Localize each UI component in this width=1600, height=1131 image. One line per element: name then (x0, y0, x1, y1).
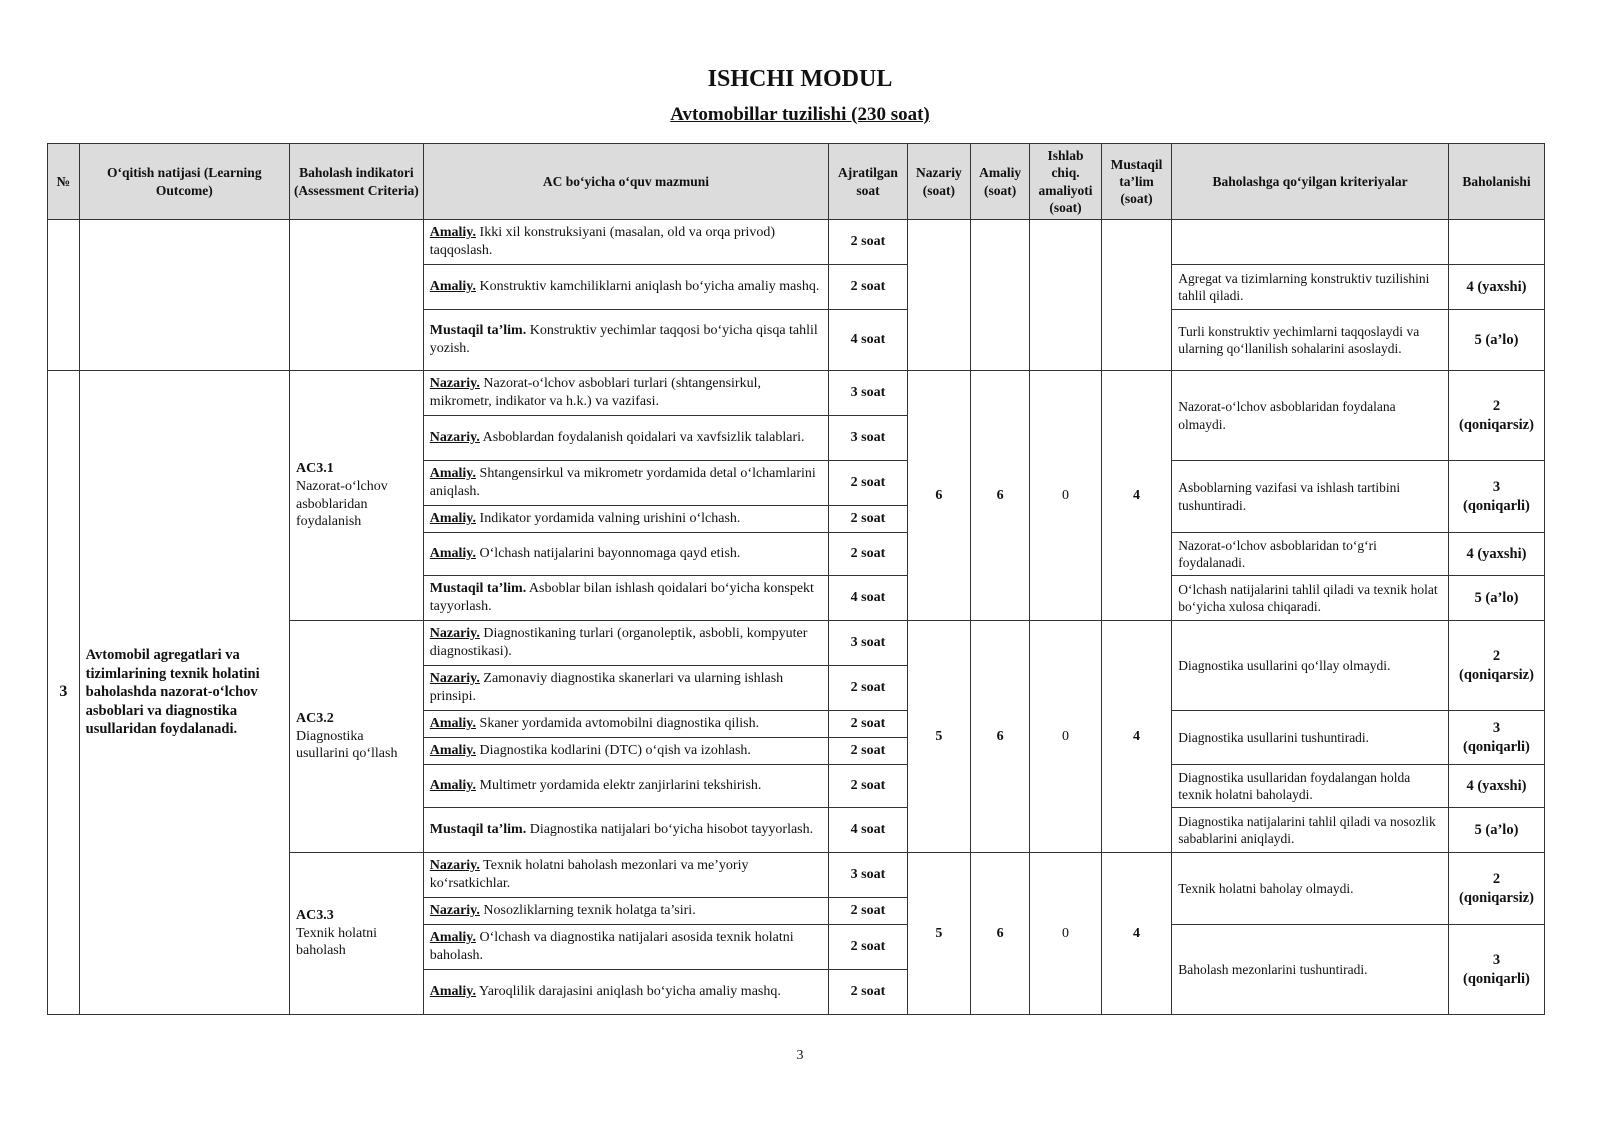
content-cell: Mustaqil ta’lim. Diagnostika natijalari bo‘yicha hisobot tayyorlash. (423, 808, 828, 853)
independent-hours: 4 (1101, 621, 1171, 853)
hours-cell: 2 soat (829, 220, 908, 265)
header-criteria: Baholashga qo‘yilgan kriteriyalar (1172, 144, 1449, 220)
production-hours: 0 (1030, 371, 1101, 621)
content-cell: Mustaqil ta’lim. Asboblar bilan ishlash qoidalari bo‘yicha konspekt tayyorlash. (423, 576, 828, 621)
grade-cell: 3 (qoniqarli) (1448, 925, 1544, 1015)
content-cell: Nazariy. Nosozliklarning texnik holatga ta’siri. (423, 898, 828, 925)
criteria-cell: O‘lchash natijalarini tahlil qiladi va texnik holat bo‘yicha xulosa chiqaradi. (1172, 576, 1449, 621)
content-cell: Nazariy. Texnik holatni baholash mezonlari va me’yoriy ko‘rsatkichlar. (423, 853, 828, 898)
hours-cell: 3 soat (829, 853, 908, 898)
criteria-cell: Diagnostika natijalarini tahlil qiladi va nosozlik sabablarini aniqlaydi. (1172, 808, 1449, 853)
hours-cell: 3 soat (829, 621, 908, 666)
theory-hours: 6 (907, 371, 970, 621)
indicator-ac3-3: AC3.3 Texnik holatni baholash (289, 853, 423, 1015)
header-production: Ishlab chiq. amaliyoti (soat) (1030, 144, 1101, 220)
hours-cell: 3 soat (829, 416, 908, 461)
independent-hours: 4 (1101, 371, 1171, 621)
grade-cell: 4 (yaxshi) (1448, 265, 1544, 310)
table-header-row (48, 144, 1545, 220)
criteria-cell: Diagnostika usullarini qo‘llay olmaydi. (1172, 621, 1449, 711)
criteria-cell: Nazorat-o‘lchov asboblaridan to‘g‘ri foydalanadi. (1172, 533, 1449, 576)
outcome-number: 3 (48, 371, 80, 1015)
criteria-cell: Texnik holatni baholay olmaydi. (1172, 853, 1449, 925)
grade-cell: 4 (yaxshi) (1448, 533, 1544, 576)
content-cell: Nazariy. Zamonaviy diagnostika skanerlari va ularning ishlash prinsipi. (423, 666, 828, 711)
practice-hours: 6 (971, 371, 1030, 621)
grade-cell: 5 (a’lo) (1448, 808, 1544, 853)
content-cell: Nazariy. Nazorat-o‘lchov asboblari turlari (shtangensirkul, mikrometr, indikator va h.k.) va vazifasi. (423, 371, 828, 416)
content-cell: Amaliy. Ikki xil konstruksiyani (masalan, old va orqa privod) taqqoslash. (423, 220, 828, 265)
production-hours: 0 (1030, 621, 1101, 853)
criteria-cell: Diagnostika usullaridan foydalangan holda texnik holatni baholaydi. (1172, 765, 1449, 808)
content-cell: Nazariy. Asboblardan foydalanish qoidalari va xavfsizlik talablari. (423, 416, 828, 461)
hours-cell: 2 soat (829, 765, 908, 808)
independent-hours: 4 (1101, 853, 1171, 1015)
header-content: AC bo‘yicha o‘quv mazmuni (423, 144, 828, 220)
content-cell: Amaliy. Indikator yordamida valning urishini o‘lchash. (423, 506, 828, 533)
table-row (48, 220, 1545, 265)
hours-cell: 2 soat (829, 461, 908, 506)
cont-num-cell (48, 220, 80, 371)
page-number: 3 (796, 1048, 804, 1063)
hours-cell: 2 soat (829, 898, 908, 925)
hours-cell: 2 soat (829, 265, 908, 310)
content-cell: Amaliy. Diagnostika kodlarini (DTC) o‘qish va izohlash. (423, 738, 828, 765)
theory-hours: 5 (907, 621, 970, 853)
cont-theory-cell (907, 220, 970, 371)
grade-cell: 2 (qoniqarsiz) (1448, 853, 1544, 925)
content-cell: Amaliy. Yaroqlilik darajasini aniqlash bo‘yicha amaliy mashq. (423, 970, 828, 1015)
header-practice: Amaliy (soat) (971, 144, 1030, 220)
grade-cell: 5 (a’lo) (1448, 576, 1544, 621)
header-num: № (48, 144, 80, 220)
criteria-cell: Turli konstruktiv yechimlarni taqqoslaydi va ularning qo‘llanilish sohalarini asoslaydi. (1172, 310, 1449, 371)
theory-hours: 5 (907, 853, 970, 1015)
hours-cell: 2 soat (829, 738, 908, 765)
hours-cell: 2 soat (829, 970, 908, 1015)
cont-independent-cell (1101, 220, 1171, 371)
grade-cell (1448, 220, 1544, 265)
content-cell: Amaliy. Shtangensirkul va mikrometr yordamida detal o‘lchamlarini aniqlash. (423, 461, 828, 506)
header-hours: Ajratilgan soat (829, 144, 908, 220)
cont-indicator-cell (289, 220, 423, 371)
criteria-cell: Nazorat-o‘lchov asboblaridan foydalana olmaydi. (1172, 371, 1449, 461)
grade-cell: 3 (qoniqarli) (1448, 711, 1544, 765)
criteria-cell (1172, 220, 1449, 265)
grade-cell: 2 (qoniqarsiz) (1448, 371, 1544, 461)
cont-outcome-cell (79, 220, 289, 371)
hours-cell: 4 soat (829, 808, 908, 853)
grade-cell: 2 (qoniqarsiz) (1448, 621, 1544, 711)
criteria-cell: Diagnostika usullarini tushuntiradi. (1172, 711, 1449, 765)
content-cell: Amaliy. Multimetr yordamida elektr zanjirlarini tekshirish. (423, 765, 828, 808)
grade-cell: 4 (yaxshi) (1448, 765, 1544, 808)
page-subtitle: Avtomobillar tuzilishi (230 soat) (670, 104, 930, 125)
content-cell: Nazariy. Diagnostikaning turlari (organoleptik, asbobli, kompyuter diagnostikasi). (423, 621, 828, 666)
hours-cell: 2 soat (829, 925, 908, 970)
table-row (48, 371, 1545, 416)
practice-hours: 6 (971, 621, 1030, 853)
hours-cell: 3 soat (829, 371, 908, 416)
criteria-cell: Agregat va tizimlarning konstruktiv tuzilishini tahlil qiladi. (1172, 265, 1449, 310)
hours-cell: 2 soat (829, 666, 908, 711)
hours-cell: 2 soat (829, 533, 908, 576)
learning-outcome: Avtomobil agregatlari va tizimlarining texnik holatini baholashda nazorat-o‘lchov asboblari va diagnostika usullaridan foydalanadi. (79, 371, 289, 1015)
module-table (47, 143, 1545, 1015)
grade-cell: 5 (a’lo) (1448, 310, 1544, 371)
production-hours: 0 (1030, 853, 1101, 1015)
header-independent: Mustaqil ta’lim (soat) (1101, 144, 1171, 220)
content-cell: Amaliy. Konstruktiv kamchiliklarni aniqlash bo‘yicha amaliy mashq. (423, 265, 828, 310)
cont-practice-cell (971, 220, 1030, 371)
content-cell: Amaliy. O‘lchash natijalarini bayonnomaga qayd etish. (423, 533, 828, 576)
page-title: ISHCHI MODUL (707, 66, 893, 92)
criteria-cell: Asboblarning vazifasi va ishlash tartibini tushuntiradi. (1172, 461, 1449, 533)
hours-cell: 4 soat (829, 576, 908, 621)
hours-cell: 4 soat (829, 310, 908, 371)
indicator-ac3-1: AC3.1 Nazorat-o‘lchov asboblaridan foydalanish (289, 371, 423, 621)
hours-cell: 2 soat (829, 506, 908, 533)
hours-cell: 2 soat (829, 711, 908, 738)
header-indicator: Baholash indikatori (Assessment Criteria) (289, 144, 423, 220)
criteria-cell: Baholash mezonlarini tushuntiradi. (1172, 925, 1449, 1015)
header-grade: Baholanishi (1448, 144, 1544, 220)
cont-production-cell (1030, 220, 1101, 371)
grade-cell: 3 (qoniqarli) (1448, 461, 1544, 533)
content-cell: Amaliy. Skaner yordamida avtomobilni diagnostika qilish. (423, 711, 828, 738)
indicator-ac3-2: AC3.2 Diagnostika usullarini qo‘llash (289, 621, 423, 853)
content-cell: Mustaqil ta’lim. Konstruktiv yechimlar taqqosi bo‘yicha qisqa tahlil yozish. (423, 310, 828, 371)
content-cell: Amaliy. O‘lchash va diagnostika natijalari asosida texnik holatni baholash. (423, 925, 828, 970)
header-theory: Nazariy (soat) (907, 144, 970, 220)
header-outcome: O‘qitish natijasi (Learning Outcome) (79, 144, 289, 220)
practice-hours: 6 (971, 853, 1030, 1015)
